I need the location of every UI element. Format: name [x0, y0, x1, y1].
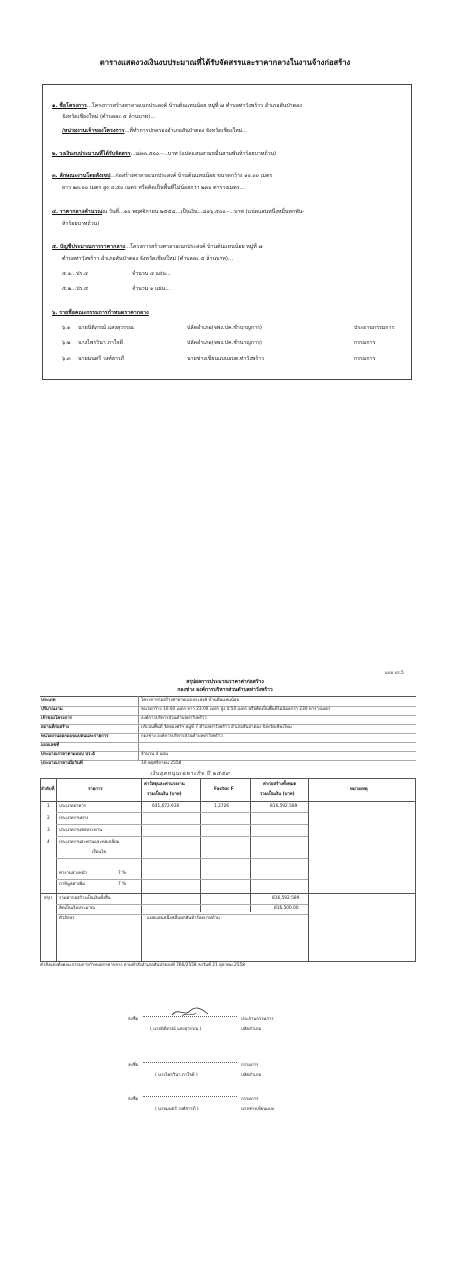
- signature-name-3: ( นายมนตรี วงศ์สารภี ): [155, 1107, 199, 1112]
- info-label-2: ปริมาณงาน: [41, 707, 63, 712]
- item5-sub1: ๕.๑...ปร.๔: [62, 271, 89, 277]
- signature-line-3: [143, 1096, 237, 1097]
- sum1-value: 816,592.589: [272, 896, 300, 901]
- signature-name-1: ( นายนิติภรณ์ แสงสุวรรณ ): [150, 1027, 202, 1032]
- info-label-5: หน่วยงานออกแบบแปลนและรายการ: [41, 734, 109, 739]
- item6-label: ๖. รายชื่อคณะกรรมการกำหนดราคากลาง: [52, 310, 149, 316]
- committee-position-2: ปลัดอำเภอ(จพง.ปค.ชำนาญการ): [187, 340, 262, 346]
- header-item: รายการ: [88, 787, 103, 792]
- header-build-a: ค่าก่อสร้างทั้งหมด: [263, 782, 297, 787]
- item5-text-a: ...โครงการสร้างศาลาอเนกประสงค์ บ้านต้นแหนน้อย หมู่ที่ ๗: [125, 244, 263, 250]
- item5-label: ๕. บัญชีประมาณการราคากลาง: [52, 244, 126, 250]
- committee-role-1: ประธานกรรมการ: [354, 325, 395, 331]
- info-label-8: ประมาณราคาเมื่อวันที่: [41, 761, 83, 766]
- signature-title-3: นายช่างเขียนแบบ: [241, 1107, 275, 1112]
- item1-row: [52, 103, 302, 109]
- item5-sub2-qty: จำนวน ๑ แผ่น...: [132, 286, 171, 292]
- header-note: หมายเหตุ: [350, 787, 368, 792]
- info-top-line: [40, 696, 416, 697]
- sum2-value: 816,500.00: [274, 906, 299, 911]
- item1-text-b: จังหวัดเชียงใหม่ (ตำบลละ ๕ ล้านบาท)...: [62, 114, 156, 120]
- signature-line-2: [143, 1062, 237, 1063]
- order-text: คำสั่งแต่งตั้งคณะกรรมการกำหนดราคากลาง ตามคำสั่งอำเภอสันป่าตองที่ 766/2558 ลงวันที่ 21 ตุลาคม 2558: [40, 963, 245, 968]
- row1-factor: 1.2726: [214, 804, 230, 809]
- info-value-4: บริเวณพื้นที่ วัดทองศรีฯ หมู่ที่ 7 ตำบลท่าวังพร้าว อำเภอสันป่าตอง จังหวัดเชียงใหม่: [141, 725, 292, 730]
- item1-agency-label: /หน่วยงานเจ้าของโครงการ: [62, 128, 125, 134]
- signature-role-3: กรรมการ: [241, 1097, 259, 1102]
- item3-text-b: ยาว ๒๓.๐๐ เมตร สูง ๔.๕๐ เมตร หรือคิดเป็นพื้นที่ไม่น้อยกว่า ๒๓๐ ตารางเมตร...: [62, 185, 245, 191]
- signature-label-1: ลงชื่อ: [128, 1017, 139, 1022]
- committee-name-2: นางไพรวินา ภาใจดี: [78, 340, 124, 346]
- committee-position-3: นายช่างเขียนแบบอบต.ท่าวังพร้าว: [187, 356, 265, 362]
- row4-no: 4: [47, 840, 50, 845]
- signature-name-2: ( นางไพรวินา ภาใจดี ): [155, 1073, 198, 1078]
- signature-label-2: ลงชื่อ: [128, 1063, 139, 1068]
- item4-text-b: ห้าร้อยบาทถ้วน): [62, 221, 100, 227]
- item4-label: ๔. ราคากลางคำนวณ: [52, 209, 103, 215]
- summary-subtitle: กองช่าง องค์การบริหารส่วนตำบลท่าวังพร้าว: [177, 687, 273, 693]
- cond2-label: ภาษีมูลค่าเพิ่ม: [59, 882, 85, 887]
- committee-no-2: ๖.๒: [62, 340, 71, 346]
- summary-title: สรุปผลการประมาณราคาค่าก่อสร้าง: [186, 679, 264, 685]
- info-label-1: ประเภท: [41, 698, 56, 703]
- committee-no-3: ๖.๓: [62, 356, 71, 362]
- committee-name-3: นายมนตรี วงศ์สารภี: [78, 356, 125, 362]
- item5-row: [52, 244, 262, 250]
- cond1-label: ค่างานล่วงหน้า: [59, 871, 88, 876]
- header-cost-b: รวมเป็นเงิน (บาท): [147, 792, 182, 797]
- item3-text-a: ...ก่อสร้างศาลาอเนกประสงค์ บ้านต้นแหนน้อย ขนาดกว้าง ๑๐.๐๐ เมตร: [110, 173, 273, 179]
- form-number: แบบ ปร.5: [385, 671, 404, 676]
- table-header-line: [40, 801, 416, 802]
- info-value-5: กองช่าง องค์การบริหารส่วนตำบลท่าวังพร้าว: [141, 734, 223, 739]
- signature-role-1: ประธานกรรมการ: [241, 1017, 274, 1022]
- sum3-value: แปดแสนหนึ่งหมื่นหกพันห้าร้อยบาทถ้วน: [147, 916, 220, 921]
- signature-title-1: ปลัดอำเภอ: [241, 1027, 262, 1032]
- cond2-value: 7 %: [118, 882, 127, 887]
- item1-agency-text: ...ที่ทำการปกครองอำเภอสันป่าตอง จังหวัดเชียงใหม่...: [124, 128, 248, 134]
- sum3-label: ตัวอักษร: [59, 916, 75, 921]
- signature-role-2: กรรมการ: [241, 1063, 259, 1068]
- info-label-3: เจ้าของโครงการ: [41, 716, 72, 721]
- item1-agency-row: [62, 128, 247, 134]
- item2-text: ...๘๓๓,๕๐๐.-...บาท (แปดแสนสามหมื่นสามพันห้าร้อยบาทถ้วน): [130, 151, 277, 157]
- info-value-2: ขนาดกว้าง 10.00 เมตร ยาว 23.00 เมตร สูง 4.50 เมตร หรือคิดเป็นพื้นที่ไม่น้อยกว่า 230 ตารางเมตร: [141, 707, 331, 712]
- item5-sub1-qty: จำนวน ๔ แผ่น...: [132, 271, 171, 277]
- row2-item: ประเภทงานทาง: [59, 816, 89, 821]
- info-label-4: สถานที่ก่อสร้าง: [41, 725, 70, 730]
- item5-text-b: ตำบลท่าวังพร้าว อำเภอสันป่าตอง จังหวัดเชียงใหม่ (ตำบลละ ๕ ล้านบาท)...: [62, 256, 234, 262]
- committee-name-1: นายนิติภรณ์ แสงสุวรรณ: [78, 325, 134, 331]
- row3-item: ประเภทงานชลประทาน: [59, 828, 103, 833]
- col-line: [250, 778, 251, 912]
- item2-row: [52, 151, 276, 157]
- item4-row: [52, 209, 304, 215]
- row4-sub: เงื่อนไข: [92, 850, 107, 855]
- header-factor: Factor F: [214, 787, 234, 792]
- summary-line: [40, 893, 416, 894]
- sum2-label: คิดเป็นเงินประมาณ: [59, 906, 95, 911]
- info-value-1: โครงการก่อสร้างศาลาอเนกประสงค์ บ้านต้นแหนน้อย: [141, 698, 239, 703]
- col-line: [308, 778, 309, 962]
- col-line: [56, 778, 57, 962]
- item4-text-a: ณ วันที่...๑๐ พฤศจิกายน ๒๕๕๘...เป็นเงิน...๘๑๖,๕๐๐.-...บาท (แปดแสนหนึ่งหมื่นหกพัน-: [102, 209, 305, 215]
- info-value-8: 10 พฤศจิกายน 2558: [141, 761, 182, 766]
- col-line: [200, 778, 201, 912]
- committee-position-1: ปลัดอำเภอ(จพง.ปค.ชำนาญการ): [187, 325, 262, 331]
- row1-build: 816,592.589: [270, 804, 298, 809]
- info-label-7: ประมาณราคาตามแบบ ปร.4: [41, 752, 95, 757]
- header-cost-a: ค่าวัสดุและค่าแรงงาน: [144, 782, 185, 787]
- committee-role-2: กรรมการ: [354, 340, 376, 346]
- row1-no: 1: [47, 804, 50, 809]
- info-value-7: จำนวน 4 แผ่น: [141, 752, 168, 757]
- row2-no: 2: [47, 816, 50, 821]
- committee-role-3: กรรมการ: [354, 356, 376, 362]
- item5-sub2: ๕.๒...ปร.๕: [62, 286, 89, 292]
- committee-no-1: ๖.๑: [62, 325, 71, 331]
- signature-label-3: ลงชื่อ: [128, 1097, 139, 1102]
- sum1-label: รวมค่าก่อสร้างเป็นเงินทั้งสิ้น: [59, 896, 111, 901]
- item1-label: ๑. ชื่อโครงการ: [52, 103, 87, 109]
- signature-title-2: ปลัดอำเภอ: [241, 1073, 262, 1078]
- header-build-b: รวมเป็นเงิน (บาท): [260, 792, 295, 797]
- item3-row: [52, 173, 272, 179]
- item1-text-a: ...โครงการสร้างศาลาอเนกประสงค์ บ้านต้นแหนน้อย หมู่ที่ ๗ ตำบลท่าวังพร้าว อำเภอสันป่าตอง: [86, 103, 302, 109]
- info-label-6: แบบเลขที่: [41, 743, 60, 748]
- cond1-value: 7 %: [118, 871, 127, 876]
- item3-label: ๓. ลักษณะงานโดยสังเขป: [52, 173, 111, 179]
- row1-cost: 641,672.630: [152, 804, 180, 809]
- row4-item: ประเภทงานสะพานและท่อเหลี่ยม: [59, 840, 120, 845]
- row1-item: ประเภทอาคาร: [59, 804, 87, 809]
- handwritten-signature-1: [170, 1005, 210, 1019]
- row3-no: 3: [47, 828, 50, 833]
- header-no: ลำดับที่: [41, 787, 55, 792]
- page1-title: ตารางแสดงวงเงินงบประมาณที่ได้รับจัดสรรและราคากลางในงานจ้างก่อสร้าง: [99, 58, 351, 67]
- item2-label: ๒. วงเงินงบประมาณที่ได้รับจัดสรร: [52, 151, 131, 157]
- info-value-3: องค์การบริหารส่วนตำบลท่าวังพร้าว: [141, 716, 207, 721]
- summary-label: สรุป: [44, 896, 52, 901]
- handwritten-note: เงินอุดหนุนเฉพาะกิจ ปี ๒๕๕๙: [150, 771, 230, 777]
- col-line: [141, 778, 142, 962]
